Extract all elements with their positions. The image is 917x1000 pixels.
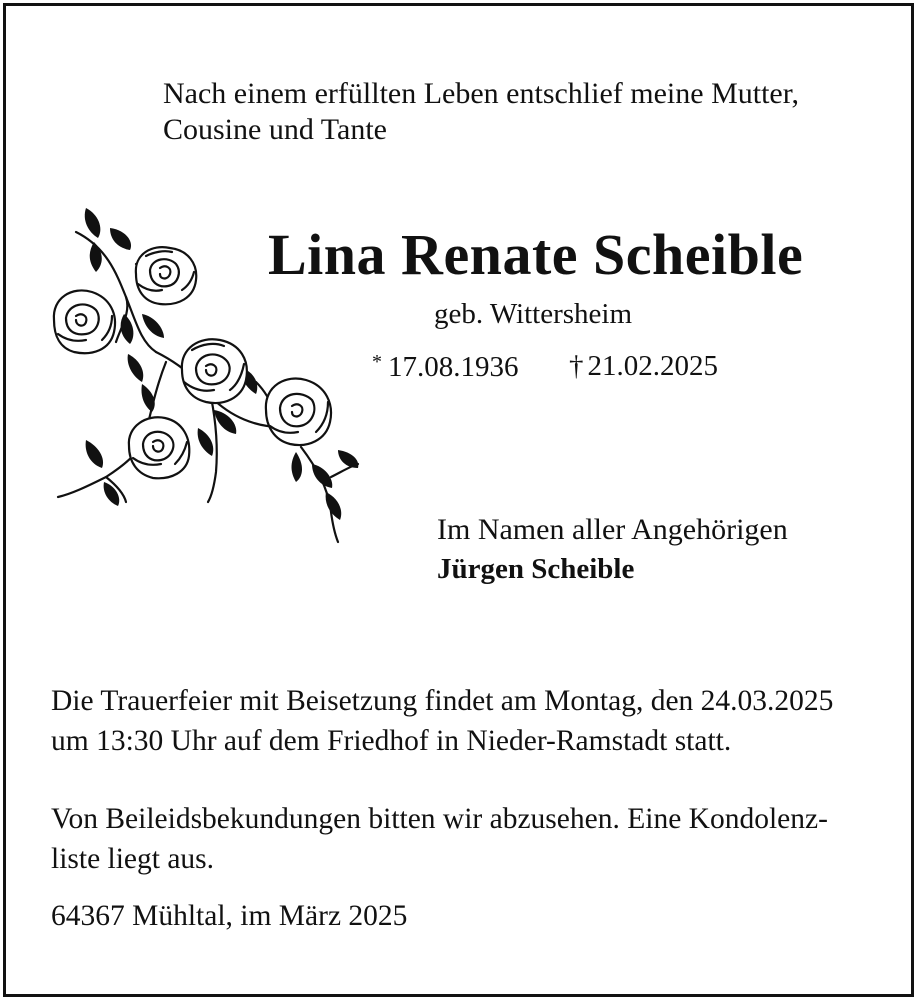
deceased-name: Lina Renate Scheible <box>268 222 804 287</box>
condolences-line-1: Von Beileidsbekundungen bitten wir abzusehen. Eine Kondolenz- <box>51 803 828 835</box>
birth-date-line <box>372 352 519 382</box>
funeral-paragraph <box>51 681 833 761</box>
condolences-line-2: liste liegt aus. <box>51 843 215 875</box>
intro-line-1: Nach einem erfüllten Leben entschlief meine Mutter, <box>163 77 800 110</box>
signer-name: Jürgen Scheible <box>437 553 635 585</box>
condolences-paragraph <box>51 799 828 879</box>
on-behalf-text: Im Namen aller Angehörigen <box>437 513 788 546</box>
maiden-name: geb. Wittersheim <box>434 298 633 330</box>
funeral-line-2: um 13:30 Uhr auf dem Friedhof in Nieder-Ramstadt statt. <box>51 725 732 757</box>
intro-line-2: Cousine und Tante <box>163 113 387 146</box>
death-date-line <box>569 352 718 381</box>
birth-star-icon: * <box>372 351 382 373</box>
obituary-notice <box>3 3 914 997</box>
birth-date: 17.08.1936 <box>388 351 519 383</box>
death-date: 21.02.2025 <box>587 350 718 382</box>
place-date: 64367 Mühltal, im März 2025 <box>51 900 408 932</box>
intro-text <box>163 76 799 148</box>
death-cross-icon: † <box>569 350 584 382</box>
funeral-line-1: Die Trauerfeier mit Beisetzung findet am Montag, den 24.03.2025 <box>51 685 834 717</box>
